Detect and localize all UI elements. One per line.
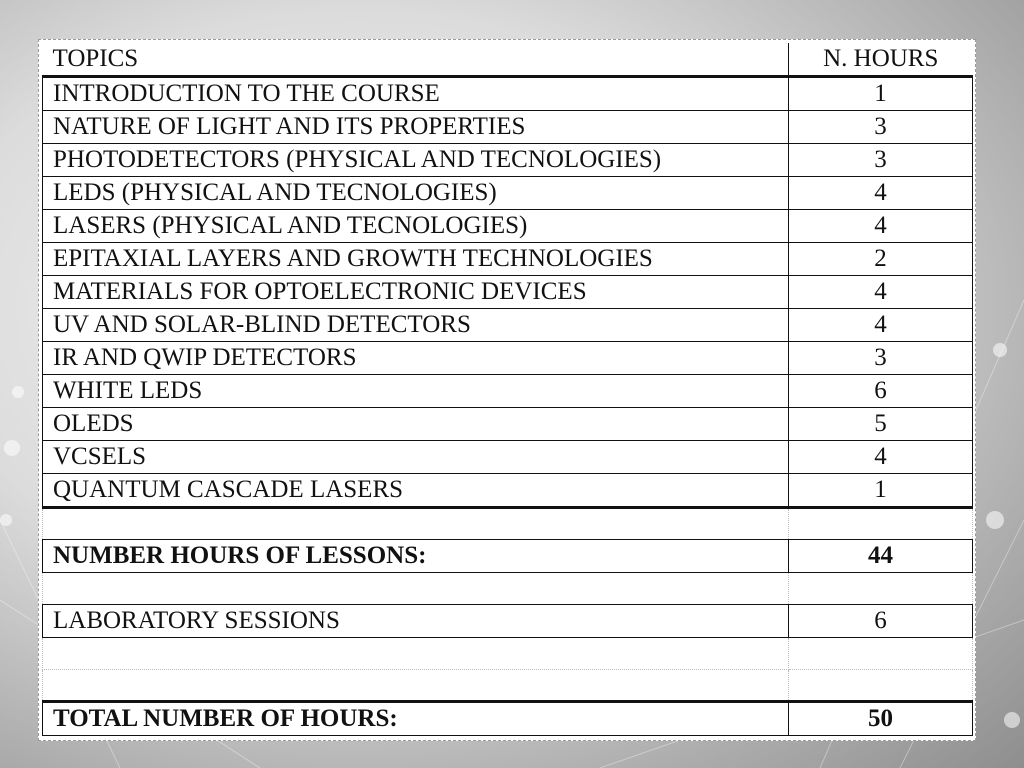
empty-cell <box>789 638 973 670</box>
hours-cell: 3 <box>789 342 973 375</box>
header-topics: TOPICS <box>43 43 789 77</box>
table-row <box>43 276 973 309</box>
hours-cell: 1 <box>789 474 973 508</box>
empty-cell <box>43 573 789 605</box>
table-row <box>43 441 973 474</box>
empty-cell <box>789 573 973 605</box>
empty-cell <box>43 670 789 702</box>
topic-cell: QUANTUM CASCADE LASERS <box>43 474 789 508</box>
table-row <box>43 309 973 342</box>
spacer-row <box>43 670 973 702</box>
topic-cell: NATURE OF LIGHT AND ITS PROPERTIES <box>43 111 789 144</box>
table-row <box>43 77 973 111</box>
hours-cell: 4 <box>789 276 973 309</box>
topic-cell: PHOTODETECTORS (PHYSICAL AND TECNOLOGIES) <box>43 144 789 177</box>
lessons-total-row <box>43 540 973 573</box>
laboratory-label: LABORATORY SESSIONS <box>43 605 789 638</box>
hours-cell: 3 <box>789 111 973 144</box>
course-hours-table-container <box>38 39 976 741</box>
topic-cell: UV AND SOLAR-BLIND DETECTORS <box>43 309 789 342</box>
topic-cell: VCSELS <box>43 441 789 474</box>
empty-cell <box>43 638 789 670</box>
empty-cell <box>43 508 789 540</box>
lessons-total-hours: 44 <box>789 540 973 573</box>
hours-cell: 4 <box>789 210 973 243</box>
lessons-total-label: NUMBER HOURS OF LESSONS: <box>43 540 789 573</box>
spacer-row <box>43 638 973 670</box>
hours-cell: 6 <box>789 375 973 408</box>
empty-cell <box>789 670 973 702</box>
topic-cell: INTRODUCTION TO THE COURSE <box>43 77 789 111</box>
table-row <box>43 177 973 210</box>
topic-cell: LEDS (PHYSICAL AND TECNOLOGIES) <box>43 177 789 210</box>
hours-cell: 4 <box>789 441 973 474</box>
hours-cell: 1 <box>789 77 973 111</box>
topic-cell: EPITAXIAL LAYERS AND GROWTH TECHNOLOGIES <box>43 243 789 276</box>
empty-cell <box>789 508 973 540</box>
table-row <box>43 210 973 243</box>
hours-cell: 4 <box>789 177 973 210</box>
topic-cell: MATERIALS FOR OPTOELECTRONIC DEVICES <box>43 276 789 309</box>
table-row <box>43 144 973 177</box>
table-row <box>43 111 973 144</box>
grand-total-hours: 50 <box>789 702 973 736</box>
hours-cell: 5 <box>789 408 973 441</box>
spacer-row <box>43 508 973 540</box>
topic-cell: LASERS (PHYSICAL AND TECNOLOGIES) <box>43 210 789 243</box>
table-row <box>43 243 973 276</box>
table-header-row <box>43 43 973 77</box>
laboratory-hours: 6 <box>789 605 973 638</box>
laboratory-row <box>43 605 973 638</box>
spacer-row <box>43 573 973 605</box>
hours-cell: 2 <box>789 243 973 276</box>
table-row <box>43 375 973 408</box>
table-row <box>43 474 973 508</box>
topic-cell: IR AND QWIP DETECTORS <box>43 342 789 375</box>
course-hours-table <box>42 43 973 736</box>
table-row <box>43 342 973 375</box>
topic-cell: WHITE LEDS <box>43 375 789 408</box>
hours-cell: 4 <box>789 309 973 342</box>
table-row <box>43 408 973 441</box>
hours-cell: 3 <box>789 144 973 177</box>
header-hours: N. HOURS <box>789 43 973 77</box>
grand-total-row <box>43 702 973 736</box>
topic-cell: OLEDS <box>43 408 789 441</box>
grand-total-label: TOTAL NUMBER OF HOURS: <box>43 702 789 736</box>
